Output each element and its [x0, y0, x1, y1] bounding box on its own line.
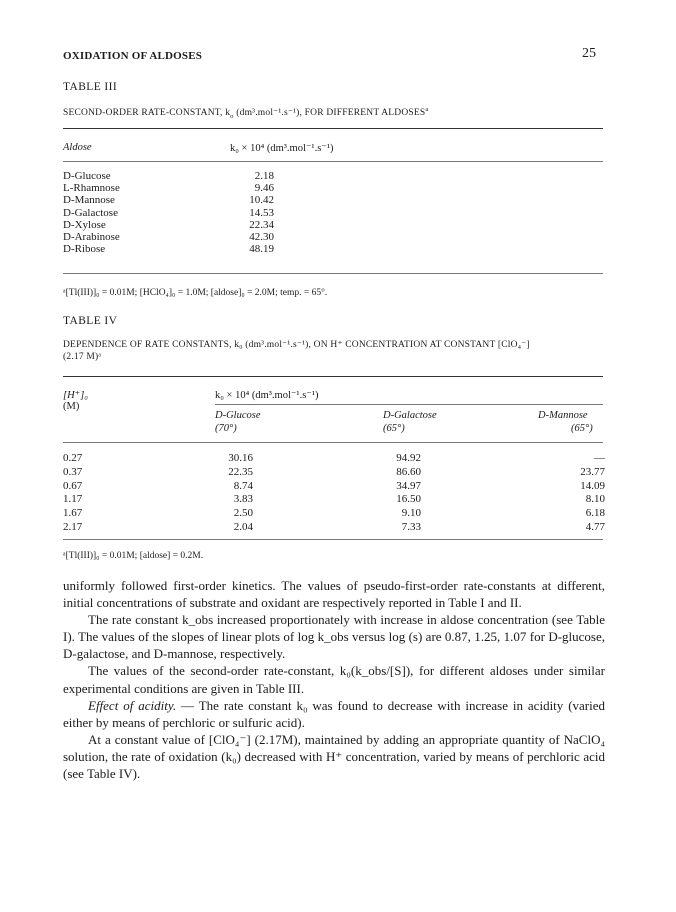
table3-aldose-cell: D-Galactose [63, 206, 118, 219]
table3-k-cell: 14.53 [249, 206, 274, 219]
table4-subcol-mannose: D-Mannose [538, 410, 588, 421]
table4-col-h: [H⁺]₀ [63, 390, 88, 401]
paragraph-1: uniformly followed first-order kinetics. The values of pseudo-first-order rate-constants at different, initial concentrations of substrate and oxidant are respectively reported in Table I and II. [63, 578, 605, 611]
table4-col-k: k₀ × 10⁴ (dm³.mol⁻¹.s⁻¹) [215, 390, 319, 401]
paragraph-5: At a constant value of [ClO₄⁻] (2.17M), maintained by adding an appropriate quantity of NaClO₄ solution, the rate of oxidation (k₀) decreased with H⁺ concentration, varied by means of perchloric acid (see Table IV). [63, 731, 605, 782]
table4-top-rule [63, 376, 603, 377]
table3-aldose-cell: D-Mannose [63, 194, 115, 207]
table4-glucose-cell: 30.16 [228, 452, 253, 464]
paragraph-3: The values of the second-order rate-constant, k₀(k_obs/[S]), for different aldoses under similar experimental conditions are given in Table III. [63, 663, 605, 696]
table3-k-cell: 22.34 [249, 218, 274, 231]
table3-head-rule [63, 161, 603, 162]
table3-aldose-cell: L-Rhamnose [63, 182, 120, 195]
table4-glucose-cell: 3.83 [233, 493, 253, 506]
table4-caption-line2: (2.17 M)ᵃ [63, 352, 102, 362]
table4-subcol-glucose: D-Glucose [215, 410, 261, 421]
table4-h-cell: 1.17 [63, 493, 83, 506]
table3-k-cell: 10.42 [249, 194, 274, 207]
table4-glucose-cell: 2.04 [233, 521, 253, 533]
paragraph-4 [63, 697, 605, 731]
table3-aldose-cell: D-Ribose [63, 243, 106, 256]
table3-k-cell: 42.30 [249, 231, 274, 243]
table4-galactose-cell: 16.50 [396, 493, 421, 506]
table4-subcol-galactose-temp: (65°) [383, 423, 405, 434]
table4-caption-line1: DEPENDENCE OF RATE CONSTANTS, k₀ (dm³.mol⁻¹.s⁻¹), ON H⁺ CONCENTRATION AT CONSTANT [ClO₄⁻] [63, 340, 530, 350]
table4-h-cell: 2.17 [63, 521, 83, 533]
table4-label: TABLE IV [63, 315, 118, 327]
paragraph-4-heading: Effect of acidity. [88, 697, 177, 713]
table4-mannose-cell: — [594, 452, 605, 464]
table3-caption: SECOND-ORDER RATE-CONSTANT, $k_o$ (dm³.mol⁻¹.s⁻¹), FOR DIFFERENT ALDOSES$^a$ [63, 105, 429, 120]
table3-bottom-rule [63, 273, 603, 274]
table4-subhead-rule [215, 404, 603, 405]
table4-subcol-glucose-temp: (70°) [215, 423, 237, 434]
running-title: OXIDATION OF ALDOSES [63, 50, 203, 62]
table3-footnote: ᵃ[Tl(III)]₀ = 0.01M; [HClO₄]₀ = 1.0M; [aldose]₀ = 2.0M; temp. = 65°. [63, 288, 328, 298]
table3-top-rule [63, 128, 603, 129]
table4-subcol-galactose: D-Galactose [383, 410, 437, 421]
table3-aldose-cell: D-Arabinose [63, 231, 120, 243]
table4-h-cell: 1.67 [63, 507, 83, 520]
table4-mannose-cell: 23.77 [580, 465, 605, 478]
table4-h-cell: 0.37 [63, 465, 83, 478]
table3-col-k: k₀ × 10⁴ (dm³.mol⁻¹.s⁻¹) [230, 143, 334, 154]
table3-col-aldose: Aldose [63, 142, 92, 153]
table4-mannose-cell: 14.09 [580, 479, 605, 492]
table4-footnote: ᵃ[Tl(III)]₀ = 0.01M; [aldose] = 0.2M. [63, 551, 204, 561]
table4-mannose-cell: 8.10 [585, 493, 605, 506]
table4-glucose-cell: 8.74 [233, 479, 253, 492]
table3-k-cell: 48.19 [249, 243, 274, 256]
table4-galactose-cell: 7.33 [401, 521, 421, 533]
table4-subcol-mannose-temp: (65°) [571, 423, 593, 434]
table4-head-rule [63, 442, 603, 443]
body-text [63, 577, 605, 782]
table3-aldose-cell: D-Xylose [63, 218, 106, 231]
table4-glucose-cell: 22.35 [228, 465, 253, 478]
table4-col-h-unit: (M) [63, 401, 80, 412]
table4-bottom-rule [63, 539, 603, 540]
table3-aldose-cell: D-Glucose [63, 170, 111, 182]
page-number: 25 [582, 46, 596, 61]
table4-glucose-cell: 2.50 [233, 507, 253, 520]
table4-galactose-cell: 9.10 [401, 507, 421, 520]
table4-h-cell: 0.67 [63, 479, 83, 492]
table3-k-cell: 2.18 [254, 170, 274, 182]
table4-galactose-cell: 94.92 [396, 452, 421, 464]
table3-k-cell: 9.46 [254, 182, 274, 195]
paragraph-4-text: — The rate constant k₀ was found to decrease with increase in acidity (varied either by means of perchloric or sulfuric acid). [63, 697, 606, 730]
paragraph-2: The rate constant k_obs increased proportionately with increase in aldose concentration (see Table I). The values of the slopes of linear plots of log k_obs versus log (s) are 0.87, 1.25, 1.07 for D-glucose, D-galactose, and D-mannose, respectively. [63, 612, 605, 662]
table3-label: TABLE III [63, 81, 118, 93]
table4-mannose-cell: 4.77 [585, 521, 605, 533]
table4-mannose-cell: 6.18 [585, 507, 605, 520]
table4-galactose-cell: 34.97 [396, 479, 421, 492]
table4-galactose-cell: 86.60 [396, 465, 421, 478]
table4-h-cell: 0.27 [63, 452, 83, 464]
